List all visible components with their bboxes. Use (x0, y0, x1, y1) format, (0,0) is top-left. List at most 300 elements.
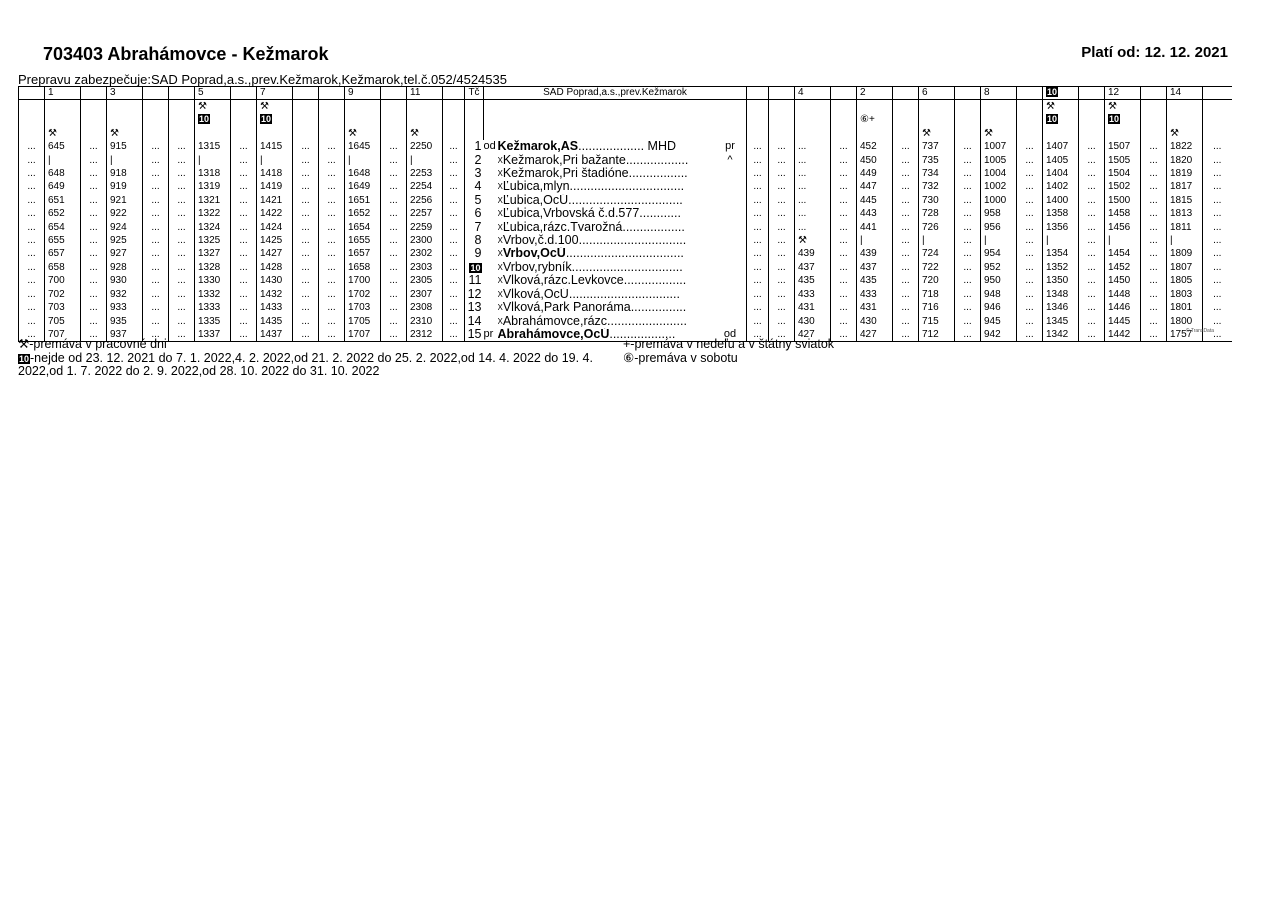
left-time-4: 1654 (345, 221, 381, 234)
station-km: 14 (465, 315, 484, 328)
left-time-0: 649 (45, 180, 81, 193)
left-time-filler: ... (143, 207, 169, 220)
right-time-filler: ... (955, 247, 981, 260)
left-time-1: 932 (107, 288, 143, 301)
train-number-filler (747, 87, 769, 100)
station-row (19, 288, 1232, 301)
left-time-filler: ... (381, 288, 407, 301)
right-time-filler: ... (769, 301, 795, 314)
left-time-filler: ... (293, 315, 319, 328)
right-time-filler: ... (831, 234, 857, 247)
flag-4: ⚒ (1043, 100, 1079, 114)
right-time-1: 447 (857, 180, 893, 193)
station-gap (737, 167, 747, 180)
right-time-filler: ... (1203, 154, 1232, 167)
left-time-filler: ... (293, 207, 319, 220)
right-time-filler: ... (1141, 274, 1167, 287)
right-time-4: 1354 (1043, 247, 1079, 260)
right-time-filler: ... (1203, 167, 1232, 180)
right-time-filler: ... (893, 315, 919, 328)
right-time-2: 732 (919, 180, 955, 193)
flag-filler (831, 127, 857, 140)
left-time-filler: ... (319, 301, 345, 314)
station-gap (737, 274, 747, 287)
station-pre (484, 194, 498, 207)
right-time-filler: ... (747, 288, 769, 301)
right-time-3: 1007 (981, 140, 1017, 153)
right-time-0: ... (795, 194, 831, 207)
station-dots: ...................... (610, 314, 687, 328)
left-time-filler: ... (19, 207, 45, 220)
station-dots: ................................. (568, 193, 683, 207)
right-time-filler: ... (955, 274, 981, 287)
right-time-5: 1458 (1105, 207, 1141, 220)
flag-filler (747, 127, 769, 140)
left-time-filler: ... (143, 328, 169, 342)
right-time-0: ... (795, 154, 831, 167)
left-time-2: 1321 (195, 194, 231, 207)
left-time-1: 922 (107, 207, 143, 220)
flag-filler (381, 127, 407, 140)
flag-filler (293, 113, 319, 126)
left-time-5: 2254 (407, 180, 443, 193)
right-time-3: | (981, 234, 1017, 247)
not-running-icon: 10 (261, 114, 272, 125)
right-time-filler: ... (1079, 288, 1105, 301)
flag-filler (231, 100, 257, 114)
left-time-filler: ... (143, 180, 169, 193)
flag-filler (769, 127, 795, 140)
left-time-5: 2302 (407, 247, 443, 260)
flag-filler (1079, 127, 1105, 140)
station-pre (484, 301, 498, 314)
right-time-filler: ... (1079, 261, 1105, 274)
operator-line: Prepravu zabezpečuje:SAD Poprad,a.s.,prev.Kežmarok,Kežmarok,tel.č.052/4524535 (18, 72, 507, 87)
flag-filler (1203, 100, 1232, 114)
right-time-1: 435 (857, 274, 893, 287)
left-time-filler: ... (381, 247, 407, 260)
right-time-filler: ... (747, 221, 769, 234)
flag-4 (345, 100, 381, 114)
left-time-filler: ... (143, 154, 169, 167)
flag-4 (345, 113, 381, 126)
left-time-filler: ... (231, 328, 257, 342)
left-time-filler: ... (293, 180, 319, 193)
train-number-2: 5 (195, 87, 231, 100)
station-gap (737, 154, 747, 167)
station-km: 7 (465, 221, 484, 234)
route-title: 703403 Abrahámovce - Kežmarok (43, 44, 329, 64)
request-stop-mark: X (497, 209, 503, 219)
station-km (465, 261, 484, 274)
left-time-2: 1330 (195, 274, 231, 287)
right-time-filler: ... (831, 154, 857, 167)
station-pre (484, 167, 498, 180)
station-name-cell (498, 194, 724, 207)
right-time-filler: ... (955, 221, 981, 234)
left-time-filler: ... (143, 221, 169, 234)
left-time-filler: ... (319, 180, 345, 193)
right-time-filler: ... (831, 180, 857, 193)
left-time-filler: ... (443, 315, 465, 328)
left-time-filler: ... (19, 180, 45, 193)
station-dots: ............ (639, 207, 681, 221)
right-time-filler: ... (747, 301, 769, 314)
left-time-filler: ... (169, 247, 195, 260)
left-time-filler: ... (319, 140, 345, 153)
right-time-filler: ... (1017, 194, 1043, 207)
left-time-3: 1437 (257, 328, 293, 342)
left-time-1: 925 (107, 234, 143, 247)
station-row (19, 261, 1232, 274)
right-time-filler: ... (1017, 261, 1043, 274)
left-time-filler: ... (143, 261, 169, 274)
left-time-filler: ... (381, 315, 407, 328)
left-time-filler: ... (143, 315, 169, 328)
right-time-filler: ... (893, 274, 919, 287)
flag-filler (955, 127, 981, 140)
left-time-1: 921 (107, 194, 143, 207)
flag-filler (1141, 127, 1167, 140)
right-time-filler: ... (1203, 288, 1232, 301)
right-time-1: 450 (857, 154, 893, 167)
right-time-1: 433 (857, 288, 893, 301)
left-time-5: 2312 (407, 328, 443, 342)
right-time-0: ... (795, 207, 831, 220)
right-time-0: ... (795, 167, 831, 180)
right-time-5: 1452 (1105, 261, 1141, 274)
flag-0 (795, 127, 831, 140)
left-time-4: 1703 (345, 301, 381, 314)
left-time-0: 651 (45, 194, 81, 207)
right-time-6: 1757 (1167, 328, 1203, 342)
station-dots: ................. (628, 167, 688, 181)
left-time-3: 1435 (257, 315, 293, 328)
right-time-filler: ... (1079, 234, 1105, 247)
right-time-filler: ... (955, 180, 981, 193)
station-gap (737, 247, 747, 260)
left-time-3: 1419 (257, 180, 293, 193)
right-time-3: 950 (981, 274, 1017, 287)
left-time-4: 1707 (345, 328, 381, 342)
left-time-filler: ... (19, 288, 45, 301)
left-time-2: 1333 (195, 301, 231, 314)
train-number-0: 4 (795, 87, 831, 100)
right-time-filler: ... (1203, 140, 1232, 153)
right-time-4: 1356 (1043, 221, 1079, 234)
left-time-1: 919 (107, 180, 143, 193)
flag-3 (981, 100, 1017, 114)
left-time-filler: ... (81, 301, 107, 314)
flag-1: ⑥+ (857, 113, 893, 126)
station-post: pr (725, 140, 735, 153)
left-time-filler: ... (81, 261, 107, 274)
right-time-filler: ... (955, 167, 981, 180)
left-time-filler: ... (169, 167, 195, 180)
right-time-filler: ... (893, 288, 919, 301)
left-time-filler: ... (169, 194, 195, 207)
flag-filler (81, 127, 107, 140)
right-time-filler: ... (1203, 180, 1232, 193)
right-time-filler: ... (747, 154, 769, 167)
station-dots: ................................. (569, 180, 685, 194)
station-dots: ............................... (578, 234, 687, 248)
flag-filler (769, 100, 795, 114)
left-time-filler: ... (81, 288, 107, 301)
station-pre (484, 247, 498, 260)
flag-filler (293, 100, 319, 114)
left-time-2: 1315 (195, 140, 231, 153)
station-dots: .................. (625, 153, 689, 167)
left-time-filler: ... (169, 315, 195, 328)
left-time-filler: ... (81, 207, 107, 220)
flag-filler (893, 127, 919, 140)
station-name-cell (498, 234, 724, 247)
right-time-filler: ... (1017, 328, 1043, 342)
flag-filler (319, 100, 345, 114)
right-time-filler: ... (1141, 221, 1167, 234)
right-time-filler: ... (831, 288, 857, 301)
station-row (19, 221, 1232, 234)
left-time-1: 935 (107, 315, 143, 328)
station-name: Ľubica,OcÚ (502, 193, 569, 207)
station-name: Abrahámovce,OcÚ (497, 327, 610, 341)
left-time-4: 1702 (345, 288, 381, 301)
station-name: Kežmarok,Pri bažante (502, 153, 626, 167)
station-row (19, 234, 1232, 247)
station-gap (737, 234, 747, 247)
flag-filler (1203, 127, 1232, 140)
station-km: 3 (465, 167, 484, 180)
left-time-filler: ... (231, 167, 257, 180)
right-time-2: 735 (919, 154, 955, 167)
left-time-0: 657 (45, 247, 81, 260)
left-time-5: 2253 (407, 167, 443, 180)
left-time-filler: ... (169, 221, 195, 234)
right-time-1: 431 (857, 301, 893, 314)
right-time-4: 1402 (1043, 180, 1079, 193)
right-time-filler: ... (747, 247, 769, 260)
left-time-filler: ... (81, 247, 107, 260)
right-time-filler: ... (1079, 194, 1105, 207)
left-time-filler: ... (381, 207, 407, 220)
right-time-2: 720 (919, 274, 955, 287)
left-time-filler: ... (231, 274, 257, 287)
right-time-filler: ... (831, 274, 857, 287)
right-time-0: ... (795, 221, 831, 234)
right-time-6: 1822 (1167, 140, 1203, 153)
flag-2: ⚒ (919, 127, 955, 140)
right-time-filler: ... (1203, 315, 1232, 328)
station-pre (484, 154, 498, 167)
station-pre (484, 315, 498, 328)
flag-station (484, 113, 747, 126)
right-time-filler: ... (769, 288, 795, 301)
left-time-filler: ... (381, 261, 407, 274)
left-time-5: 2257 (407, 207, 443, 220)
flag-filler (747, 113, 769, 126)
right-time-0: ... (795, 140, 831, 153)
flag-4 (1043, 113, 1079, 126)
right-time-2: 712 (919, 328, 955, 342)
right-time-2: 724 (919, 247, 955, 260)
left-time-filler: ... (319, 261, 345, 274)
train-number-filler (169, 87, 195, 100)
left-time-filler: ... (443, 154, 465, 167)
station-name-cell (498, 274, 724, 287)
left-time-filler: ... (381, 328, 407, 342)
station-name: Vlková,OcÚ (502, 287, 569, 301)
left-time-filler: ... (443, 301, 465, 314)
left-time-3: 1424 (257, 221, 293, 234)
right-time-0: 427 (795, 328, 831, 342)
flag-6: ⚒ (1167, 127, 1203, 140)
left-time-5: 2308 (407, 301, 443, 314)
left-time-filler: ... (319, 315, 345, 328)
left-time-3: 1432 (257, 288, 293, 301)
right-time-filler: ... (831, 328, 857, 342)
station-name: Vlková,rázc.Levkovce (502, 274, 624, 288)
left-time-filler: ... (81, 154, 107, 167)
right-time-filler: ... (769, 207, 795, 220)
right-time-5: 1507 (1105, 140, 1141, 153)
train-number-4: 9 (345, 87, 381, 100)
left-time-filler: ... (319, 274, 345, 287)
station-post: od (723, 327, 737, 340)
left-time-filler: ... (169, 154, 195, 167)
left-time-filler: ... (81, 140, 107, 153)
left-time-4: | (345, 154, 381, 167)
station-row (19, 167, 1232, 180)
station-name: Kežmarok,Pri štadióne (502, 167, 629, 181)
station-gap (737, 288, 747, 301)
notes-right (623, 338, 1023, 365)
left-time-3: 1428 (257, 261, 293, 274)
operator-label: SAD Poprad,a.s.,prev.Kežmarok (484, 87, 747, 100)
station-name-cell (498, 301, 724, 314)
flag-filler (443, 113, 465, 126)
right-time-filler: ... (955, 234, 981, 247)
right-time-2: 715 (919, 315, 955, 328)
left-time-4: 1655 (345, 234, 381, 247)
right-time-filler: ... (1017, 180, 1043, 193)
flag-filler (231, 127, 257, 140)
station-km: 4 (465, 180, 484, 193)
right-time-5: 1446 (1105, 301, 1141, 314)
left-time-1: 937 (107, 328, 143, 342)
flag-1: ⚒ (107, 127, 143, 140)
flag-filler (169, 100, 195, 114)
flag-filler (893, 113, 919, 126)
right-time-filler: ... (831, 207, 857, 220)
note-weekday: ⚒-premáva v pracovné dni (18, 337, 167, 351)
station-name-cell (498, 247, 724, 260)
right-time-filler: ... (1079, 221, 1105, 234)
left-time-filler: ... (169, 261, 195, 274)
left-time-3: 1422 (257, 207, 293, 220)
left-time-filler: ... (319, 234, 345, 247)
right-time-filler: ... (1079, 274, 1105, 287)
right-time-filler: ... (769, 194, 795, 207)
flag-5 (407, 100, 443, 114)
station-name-cell (498, 180, 724, 193)
left-time-filler: ... (381, 140, 407, 153)
left-time-filler: ... (443, 167, 465, 180)
left-time-1: 928 (107, 261, 143, 274)
left-time-filler: ... (231, 288, 257, 301)
right-time-filler: ... (1141, 247, 1167, 260)
left-time-3: 1433 (257, 301, 293, 314)
left-time-filler: ... (169, 288, 195, 301)
left-time-filler: ... (293, 194, 319, 207)
not-running-icon: 10 (199, 114, 210, 125)
flag-filler (1203, 113, 1232, 126)
left-time-3: 1415 (257, 140, 293, 153)
left-time-filler: ... (143, 234, 169, 247)
left-time-filler: ... (319, 194, 345, 207)
flag-km (465, 127, 484, 140)
flag-filler (1141, 100, 1167, 114)
station-gap (737, 261, 747, 274)
left-time-filler: ... (381, 180, 407, 193)
left-time-filler: ... (443, 140, 465, 153)
flag-5 (1105, 127, 1141, 140)
right-time-3: 952 (981, 261, 1017, 274)
station-row (19, 180, 1232, 193)
right-time-1: 441 (857, 221, 893, 234)
right-time-filler: ... (1017, 154, 1043, 167)
right-time-4: 1358 (1043, 207, 1079, 220)
right-time-filler: ... (831, 315, 857, 328)
left-time-filler: ... (381, 274, 407, 287)
station-gap (737, 301, 747, 314)
station-name-cell (498, 167, 724, 180)
flag-0: ⚒ (45, 127, 81, 140)
station-pre (484, 234, 498, 247)
left-time-filler: ... (443, 261, 465, 274)
train-number-3: 8 (981, 87, 1017, 100)
station-dots: ................................ (568, 287, 680, 301)
left-time-filler: ... (81, 194, 107, 207)
train-number-filler (81, 87, 107, 100)
left-time-filler: ... (81, 315, 107, 328)
left-time-2: 1332 (195, 288, 231, 301)
tc-label: Tč (465, 87, 484, 100)
right-time-filler: ... (1141, 194, 1167, 207)
right-time-filler: ... (831, 261, 857, 274)
right-time-4: 1346 (1043, 301, 1079, 314)
note-not-running (18, 352, 618, 379)
left-time-3: 1418 (257, 167, 293, 180)
right-time-filler: ... (1203, 301, 1232, 314)
left-time-0: 702 (45, 288, 81, 301)
left-time-4: 1648 (345, 167, 381, 180)
left-time-4: 1657 (345, 247, 381, 260)
request-stop-mark: X (497, 182, 503, 192)
train-number-1: 3 (107, 87, 143, 100)
right-time-filler: ... (893, 180, 919, 193)
left-time-filler: ... (381, 194, 407, 207)
flag-1 (107, 100, 143, 114)
left-time-4: 1645 (345, 140, 381, 153)
not-running-icon: 10 (1109, 114, 1120, 125)
train-number-filler (443, 87, 465, 100)
left-time-filler: ... (169, 234, 195, 247)
right-time-filler: ... (769, 221, 795, 234)
flag-filler (1079, 100, 1105, 114)
station-post (724, 167, 737, 180)
right-time-1: 443 (857, 207, 893, 220)
